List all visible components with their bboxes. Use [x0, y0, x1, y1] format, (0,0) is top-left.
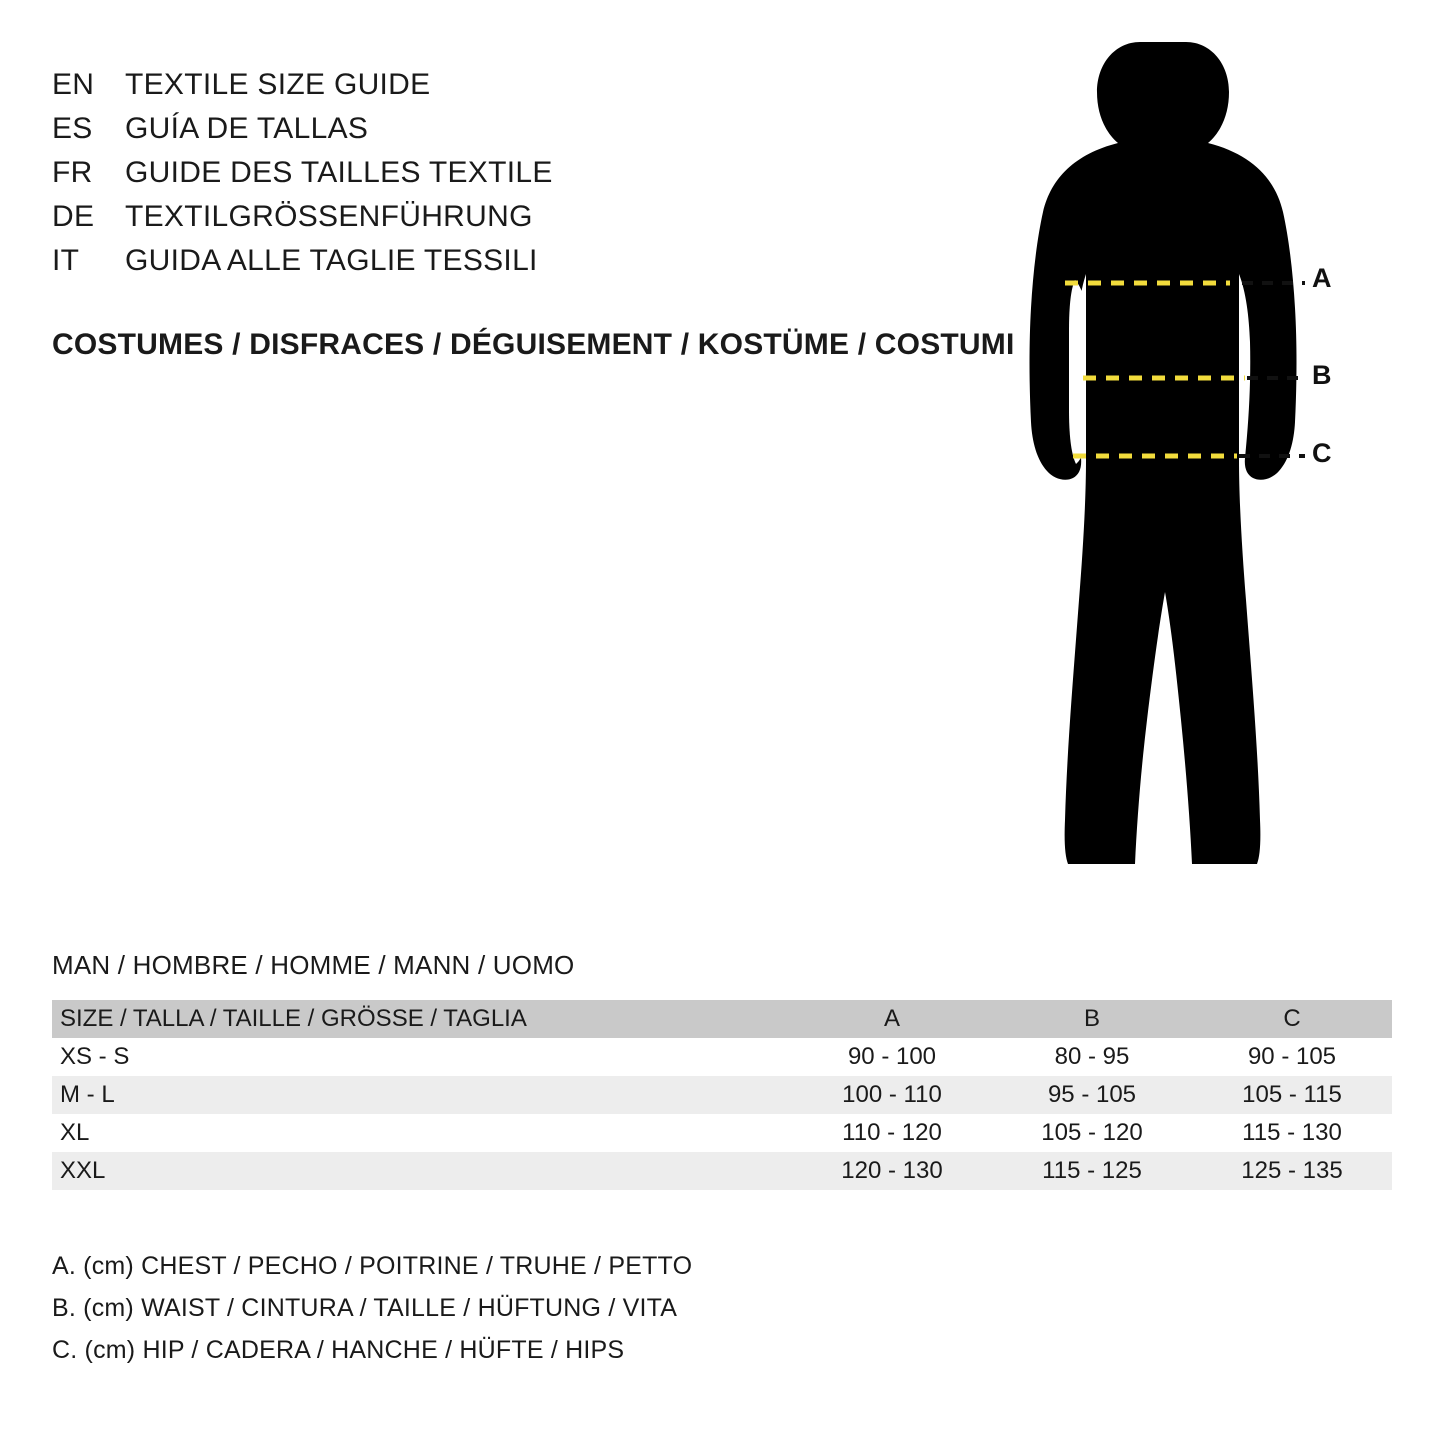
cell-b: 95 - 105: [992, 1076, 1192, 1114]
size-table-head: [52, 1000, 1392, 1038]
table-header-row: [52, 1000, 1392, 1038]
cell-c: 105 - 115: [1192, 1076, 1392, 1114]
language-code-de: DE: [52, 200, 95, 233]
language-code-fr: FR: [52, 156, 93, 189]
column-header-size: SIZE / TALLA / TAILLE / GRÖSSE / TAGLIA: [52, 1000, 792, 1038]
footnote-c: C. (cm) HIP / CADERA / HANCHE / HÜFTE / HIPS: [52, 1336, 625, 1364]
cell-a: 120 - 130: [792, 1152, 992, 1190]
size-table: [52, 1000, 1392, 1190]
table-row: [52, 1152, 1392, 1190]
footnote-list: [52, 1245, 692, 1371]
table-row: [52, 1038, 1392, 1076]
costumes-subtitle: COSTUMES / DISFRACES / DÉGUISEMENT / KOSTÜME / COSTUMI: [52, 328, 1015, 361]
cell-size: XL: [52, 1114, 792, 1152]
cell-c: 115 - 130: [1192, 1114, 1392, 1152]
column-header-a: A: [792, 1000, 992, 1038]
language-text-es: GUÍA DE TALLAS: [125, 112, 369, 145]
cell-b: 115 - 125: [992, 1152, 1192, 1190]
language-code-es: ES: [52, 112, 93, 145]
size-table-body: [52, 1038, 1392, 1190]
language-row-fr: [52, 156, 553, 200]
measure-label-c: C: [1312, 438, 1332, 468]
cell-size: XS - S: [52, 1038, 792, 1076]
language-code-it: IT: [52, 244, 80, 277]
language-text-fr: GUIDE DES TAILLES TEXTILE: [125, 156, 553, 189]
footnote-a: A. (cm) CHEST / PECHO / POITRINE / TRUHE / PETTO: [52, 1252, 693, 1280]
language-list: [52, 68, 553, 288]
cell-a: 90 - 100: [792, 1038, 992, 1076]
column-header-c: C: [1192, 1000, 1392, 1038]
table-row: [52, 1114, 1392, 1152]
cell-size: M - L: [52, 1076, 792, 1114]
cell-a: 100 - 110: [792, 1076, 992, 1114]
language-row-en: [52, 68, 553, 112]
language-text-de: TEXTILGRÖSSENFÜHRUNG: [125, 200, 533, 233]
measurement-figure: [955, 30, 1375, 890]
table-row: [52, 1076, 1392, 1114]
language-code-en: EN: [52, 68, 95, 101]
table-heading: MAN / HOMBRE / HOMME / MANN / UOMO: [52, 950, 575, 980]
language-text-en: TEXTILE SIZE GUIDE: [125, 68, 431, 101]
footnote-b: B. (cm) WAIST / CINTURA / TAILLE / HÜFTUNG / VITA: [52, 1294, 678, 1322]
cell-b: 105 - 120: [992, 1114, 1192, 1152]
column-header-b: B: [992, 1000, 1192, 1038]
language-text-it: GUIDA ALLE TAGLIE TESSILI: [125, 244, 538, 277]
cell-c: 125 - 135: [1192, 1152, 1392, 1190]
cell-b: 80 - 95: [992, 1038, 1192, 1076]
language-row-it: [52, 244, 553, 288]
language-row-es: [52, 112, 553, 156]
cell-size: XXL: [52, 1152, 792, 1190]
measure-label-a: A: [1312, 263, 1332, 293]
cell-c: 90 - 105: [1192, 1038, 1392, 1076]
cell-a: 110 - 120: [792, 1114, 992, 1152]
measure-label-b: B: [1312, 360, 1332, 390]
language-row-de: [52, 200, 553, 244]
